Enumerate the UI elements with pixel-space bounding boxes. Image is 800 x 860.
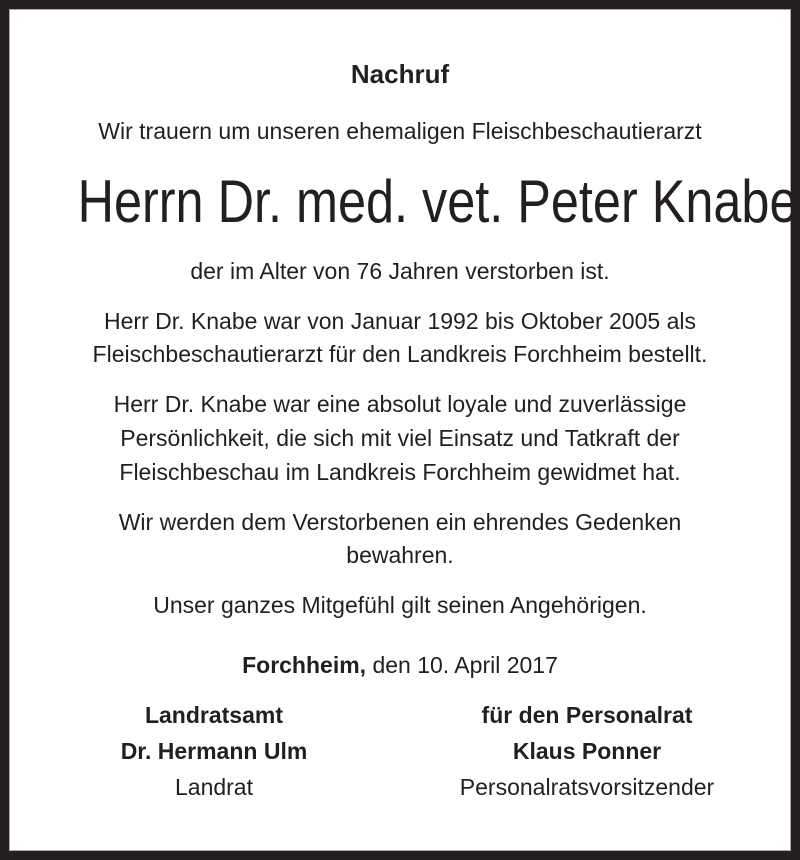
signature-left	[49, 697, 379, 805]
signature-role: Personalratsvorsitzender	[459, 774, 715, 800]
paragraph-line: bewahren.	[346, 542, 454, 568]
signature-org: Landratsamt	[144, 702, 284, 728]
notice-title: Nachruf	[350, 59, 450, 89]
paragraph-line: Herr Dr. Knabe war eine absolut loyale und zuverlässige	[113, 391, 687, 417]
paragraph-line: Unser ganzes Mitgefühl gilt seinen Angehörigen.	[153, 592, 647, 618]
signature-person: Dr. Hermann Ulm	[120, 738, 308, 764]
paragraph-line: Herr Dr. Knabe war von Januar 1992 bis Oktober 2005 als	[104, 308, 696, 334]
obituary-notice	[9, 9, 798, 851]
paragraph-line: Fleischbeschau im Landkreis Forchheim gewidmet hat.	[119, 459, 681, 485]
place: Forchheim,	[242, 652, 367, 678]
age-line: der im Alter von 76 Jahren verstorben ist.	[190, 258, 610, 284]
signature-person: Klaus Ponner	[512, 738, 662, 764]
signature-right	[422, 697, 752, 805]
date: den 10. April 2017	[366, 652, 558, 678]
paragraph-line: Fleischbeschautierarzt für den Landkreis Forchheim bestellt.	[92, 341, 708, 367]
signature-org: für den Personalrat	[481, 702, 693, 728]
paragraph-line: Wir werden dem Verstorbenen ein ehrendes Gedenken	[118, 509, 682, 535]
paragraph-line: Persönlichkeit, die sich mit viel Einsatz und Tatkraft der	[120, 425, 680, 451]
deceased-name: Herrn Dr. med. vet. Peter Knabe	[77, 168, 798, 235]
signature-role: Landrat	[174, 774, 253, 800]
intro-line: Wir trauern um unseren ehemaligen Fleischbeschautierarzt	[98, 118, 702, 144]
place-date	[9, 650, 791, 680]
